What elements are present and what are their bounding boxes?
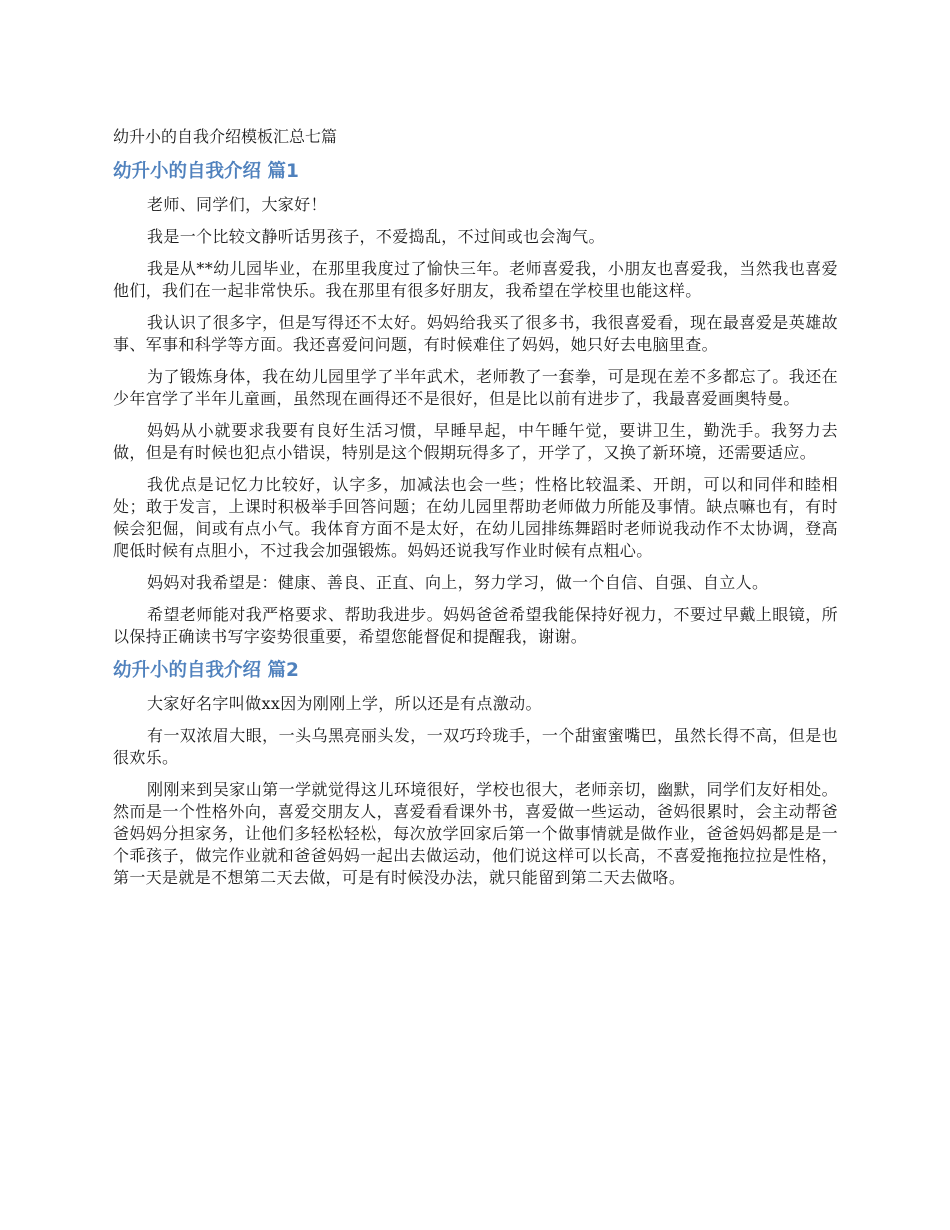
paragraph: 有一双浓眉大眼，一头乌黑亮丽头发，一双巧玲珑手，一个甜蜜蜜嘴巴，虽然长得不高，但是也很欢乐。 (113, 726, 838, 767)
paragraph: 我优点是记忆力比较好，认字多，加减法也会一些；性格比较温柔、开朗，可以和同伴和睦相处；敢于发言，上课时积极举手回答问题；在幼儿园里帮助老师做力所能及事情。缺点嘛也有，有时候会犯倔，间或有点小气。我体育方面不是太好，在幼儿园排练舞蹈时老师说我动作不太协调，登高爬低时候有点胆小，不过我会加强锻炼。妈妈还说我写作业时候有点粗心。 (113, 475, 838, 560)
paragraph: 我是一个比较文静听话男孩子，不爱捣乱，不过间或也会淘气。 (147, 227, 605, 246)
section-2 (113, 658, 838, 889)
paragraph: 希望老师能对我严格要求、帮助我进步。妈妈爸爸希望我能保持好视力，不要过早戴上眼镜，所以保持正确读书写字姿势很重要，希望您能督促和提醒我，谢谢。 (113, 605, 838, 646)
paragraph: 妈妈从小就要求我要有良好生活习惯，早睡早起，中午睡午觉，要讲卫生，勤洗手。我努力去做，但是有时候也犯点小错误，特别是这个假期玩得多了，开学了，又换了新环境，还需要适应。 (113, 421, 838, 462)
section-1 (113, 159, 838, 648)
paragraph: 刚刚来到吴家山第一学就觉得这儿环境很好，学校也很大，老师亲切，幽默，同学们友好相处。然而是一个性格外向，喜爱交朋友人，喜爱看看课外书，喜爱做一些运动，爸妈很累时，会主动帮爸爸妈妈分担家务，让他们多轻松轻松，每次放学回家后第一个做事情就是做作业，爸爸妈妈都是是一个乖孩子，做完作业就和爸爸妈妈一起出去做运动，他们说这样可以长高，不喜爱拖拖拉拉是性格，第一天是就是不想第二天去做，可是有时候没办法，就只能留到第二天去做咯。 (113, 780, 838, 887)
paragraph: 大家好名字叫做xx因为刚刚上学，所以还是有点激动。 (147, 694, 542, 713)
document-title: 幼升小的自我介绍模板汇总七篇 (113, 127, 338, 146)
paragraph: 我认识了很多字，但是写得还不太好。妈妈给我买了很多书，我很喜爱看，现在最喜爱是英雄故事、军事和科学等方面。我还喜爱问问题，有时候难住了妈妈，她只好去电脑里查。 (113, 313, 838, 354)
paragraph: 老师、同学们，大家好！ (147, 195, 327, 214)
paragraph: 为了锻炼身体，我在幼儿园里学了半年武术，老师教了一套拳，可是现在差不多都忘了。我还在少年宫学了半年儿童画，虽然现在画得还不是很好，但是比以前有进步了，我最喜爱画奥特曼。 (113, 367, 838, 408)
section-heading: 幼升小的自我介绍 篇1 (113, 161, 299, 182)
paragraph: 我是从**幼儿园毕业，在那里我度过了愉快三年。老师喜爱我，小朋友也喜爱我，当然我也喜爱他们，我们在一起非常快乐。我在那里有很多好朋友，我希望在学校里也能这样。 (113, 259, 838, 300)
paragraph: 妈妈对我希望是：健康、善良、正直、向上，努力学习，做一个自信、自强、自立人。 (147, 573, 769, 592)
section-heading: 幼升小的自我介绍 篇2 (113, 660, 299, 681)
